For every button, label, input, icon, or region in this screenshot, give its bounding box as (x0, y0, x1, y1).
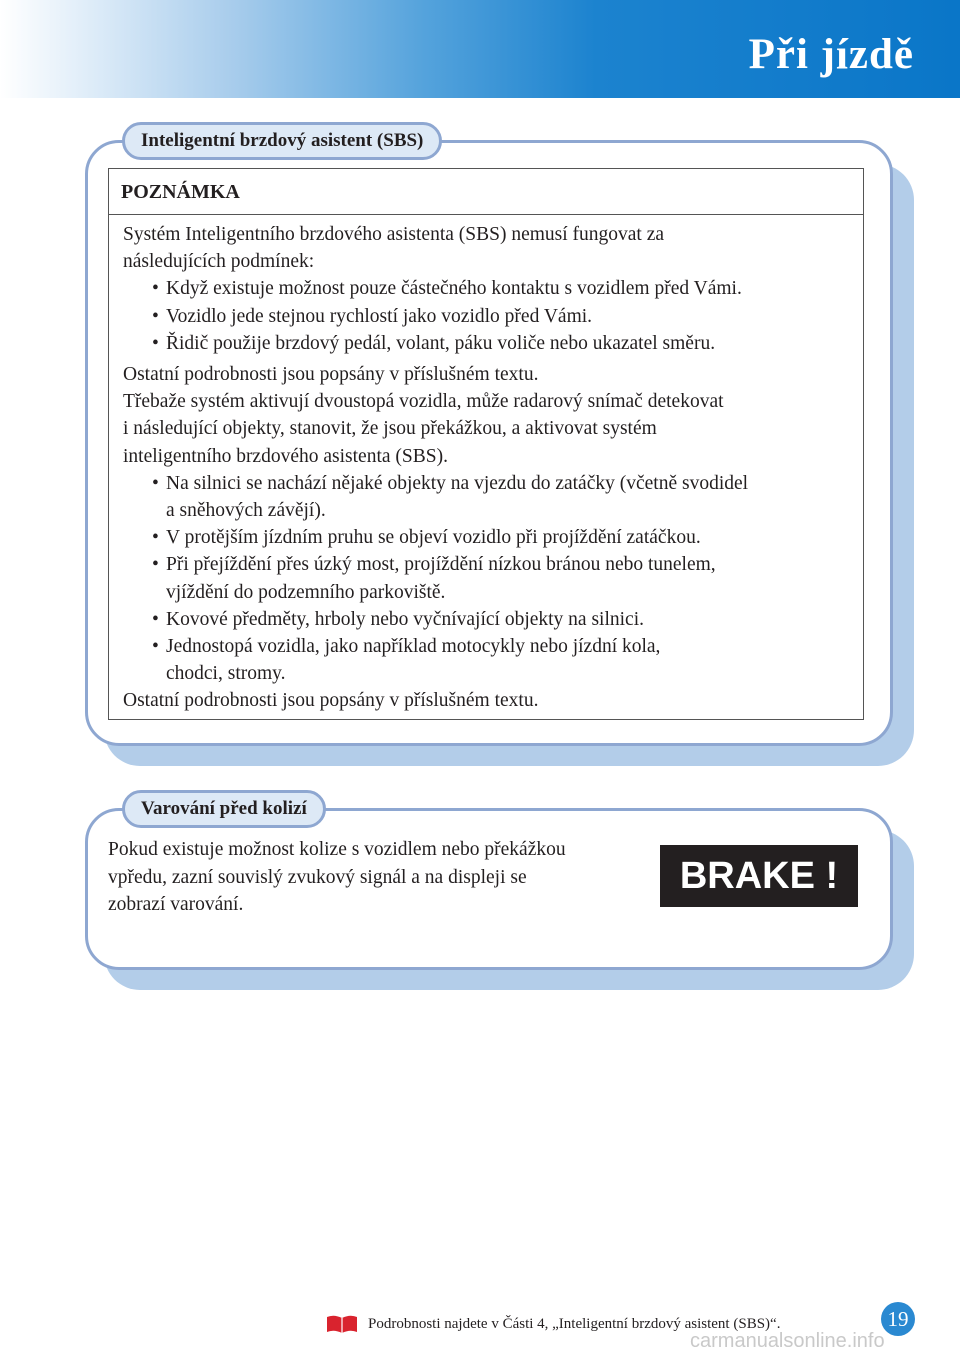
page-number: 19 (881, 1302, 915, 1336)
note-para-line-2: i následující objekty, stanovit, že jsou překážkou, a aktivovat systém (123, 418, 657, 440)
sbs-note-box (108, 168, 864, 720)
list-item: • V protějším jízdním pruhu se objeví vozidlo při projíždění zatáčkou. (152, 527, 701, 549)
sbs-section-tab: Inteligentní brzdový asistent (SBS) (122, 122, 442, 160)
footer-reference: Podrobnosti najdete v Části 4, „Inteligentní brzdový asistent (SBS)“. (368, 1316, 781, 1332)
note-details-1: Ostatní podrobnosti jsou popsány v příslušném textu. (123, 364, 539, 386)
watermark: carmanualsonline.info (690, 1330, 885, 1352)
page-header (0, 0, 960, 98)
note-para-line-1: Třebaže systém aktivují dvoustopá vozidla, může radarový snímač detekovat (123, 391, 724, 413)
collision-section-tab: Varování před kolizí (122, 790, 326, 828)
note-body (109, 215, 863, 715)
collision-description: Pokud existuje možnost kolize s vozidlem nebo překážkou vpředu, zazní souvislý zvukový signál a na displeji se zobrazí varování. (108, 839, 566, 915)
list-item: • Řidič použije brzdový pedál, volant, páku voliče nebo ukazatel směru. (152, 332, 716, 354)
list-item: • Při přejíždění přes úzký most, projíždění nízkou bránou nebo tunelem, vjíždění do podzemního parkoviště. (152, 554, 716, 603)
note-para-line-3: inteligentního brzdového asistenta (SBS). (123, 445, 448, 467)
list-item: • Když existuje možnost pouze částečného kontaktu s vozidlem před Vámi. (152, 278, 742, 300)
list-item: • Na silnici se nachází nějaké objekty na vjezdu do zatáčky (včetně svodidel a sněhových závějí). (152, 472, 749, 522)
list-item: • Jednostopá vozidla, jako například motocykly nebo jízdní kola, chodci, stromy. (152, 636, 661, 685)
note-intro-line-2: následujících podmínek: (123, 251, 315, 273)
book-icon (326, 1314, 358, 1334)
object-list (123, 470, 853, 688)
list-item: • Kovové předměty, hrboly nebo vyčnívající objekty na silnici. (152, 608, 644, 630)
brake-warning-display: BRAKE ! (660, 845, 858, 907)
note-heading: POZNÁMKA (109, 169, 863, 215)
page-title: Při jízdě (748, 31, 914, 78)
note-intro-line-1: Systém Inteligentního brzdového asistenta (SBS) nemusí fungovat za (123, 224, 665, 245)
note-details-2: Ostatní podrobnosti jsou popsány v příslušném textu. (123, 690, 539, 712)
list-item: • Vozidlo jede stejnou rychlostí jako vozidlo před Vámi. (152, 305, 593, 327)
condition-list (123, 275, 853, 357)
